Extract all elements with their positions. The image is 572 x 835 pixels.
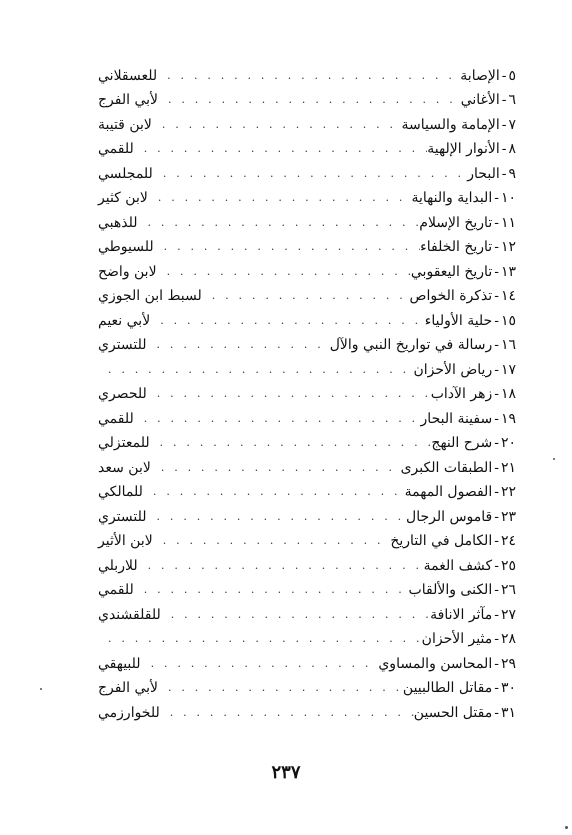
dot-leader	[98, 633, 422, 648]
entry-author: للقمي	[98, 141, 134, 157]
entry-number: ١٦	[500, 337, 516, 353]
reference-entry	[98, 281, 516, 306]
dot-leader	[147, 339, 330, 354]
entry-title: الإمامة والسياسة	[401, 116, 500, 133]
reference-entry	[98, 60, 516, 85]
entry-author: للعسقلاني	[98, 67, 158, 84]
dot-leader	[157, 266, 411, 281]
entry-dash: -	[494, 312, 499, 329]
reference-entry	[98, 648, 516, 673]
entry-dash: -	[494, 410, 499, 427]
entry-author: للسيوطي	[98, 239, 154, 255]
entry-dash: -	[494, 704, 499, 721]
entry-title: الكامل في التاريخ	[390, 533, 493, 549]
entry-dash: -	[494, 680, 499, 696]
entry-title: شرح النهج	[431, 435, 493, 451]
entry-title: تاريخ اليعقوبي	[410, 263, 493, 280]
entry-dash: -	[494, 606, 499, 623]
entry-author: لأبي الفرج	[98, 680, 158, 696]
entry-number: ٣٠	[500, 680, 516, 696]
entry-number: ١٧	[500, 361, 516, 378]
dot-leader	[147, 388, 431, 403]
entry-title: الأنوار الإلهية	[427, 141, 500, 157]
entry-author: لأبي الفرج	[98, 92, 158, 108]
reference-entry	[98, 673, 516, 698]
entry-author: لأبي نعيم	[98, 312, 151, 329]
reference-entry	[98, 134, 516, 159]
entry-title: مآثر الانافة	[430, 606, 493, 623]
entry-number: ٢٣	[500, 508, 516, 525]
dot-leader	[202, 290, 410, 305]
reference-entry	[98, 232, 516, 257]
entry-dash: -	[501, 116, 507, 133]
entry-title: الفصول المهمة	[404, 484, 493, 500]
dot-leader	[134, 413, 421, 428]
scan-speck	[565, 826, 568, 829]
entry-number: ٢٨	[500, 631, 516, 647]
entry-dash: -	[494, 582, 499, 598]
dot-leader	[138, 560, 424, 575]
entry-title: مثير الأحزان	[421, 631, 493, 647]
reference-entry	[98, 207, 516, 232]
reference-entry	[98, 158, 516, 183]
entry-number: ٢٠	[500, 435, 516, 451]
dot-leader	[157, 70, 460, 85]
dot-leader	[150, 437, 432, 452]
entry-number: ٦	[508, 92, 516, 108]
entry-number: ١٥	[500, 312, 516, 329]
dot-leader	[153, 168, 467, 183]
entry-title: تاريخ الإسلام	[419, 214, 493, 231]
entry-author: للاربلي	[98, 557, 138, 574]
entry-number: ٢٤	[500, 533, 516, 549]
entry-title: البحار	[467, 165, 500, 182]
entry-dash: -	[501, 165, 507, 182]
reference-entry	[98, 379, 516, 404]
entry-dash: -	[494, 435, 499, 451]
entry-title: رسالة في تواريخ النبي والآل	[329, 337, 493, 353]
dot-leader	[150, 315, 425, 330]
entry-number: ٢٢	[500, 484, 516, 500]
entry-author: للقمي	[98, 410, 134, 427]
entry-number: ٩	[508, 165, 516, 182]
entry-title: زهر الآداب	[430, 386, 493, 402]
entry-number: ١٩	[500, 410, 516, 427]
references-list	[98, 60, 516, 722]
dot-leader	[134, 584, 409, 599]
entry-dash: -	[494, 239, 499, 255]
entry-title: المحاسن والمساوي	[378, 655, 493, 672]
entry-author: لابن سعد	[98, 459, 151, 476]
entry-number: ٨	[508, 141, 516, 157]
entry-title: مقاتل الطالبيين	[402, 680, 493, 696]
entry-dash: -	[494, 361, 499, 378]
entry-author: للتستري	[98, 337, 147, 353]
entry-number: ١٣	[500, 263, 516, 280]
entry-author: لابن واضح	[98, 263, 157, 280]
dot-leader	[154, 241, 420, 256]
entry-title: الطبقات الكبرى	[400, 459, 493, 476]
entry-number: ١٢	[500, 239, 516, 255]
entry-dash: -	[494, 459, 499, 476]
entry-number: ٢٥	[500, 557, 516, 574]
reference-entry	[98, 550, 516, 575]
entry-author: للمجلسي	[98, 165, 153, 182]
reference-entry	[98, 526, 516, 551]
entry-number: ٣١	[500, 704, 516, 721]
entry-number: ٧	[508, 116, 516, 133]
entry-dash: -	[494, 655, 499, 672]
reference-entry	[98, 697, 516, 722]
entry-author: لابن كثير	[98, 190, 148, 206]
scan-speck	[40, 688, 42, 690]
entry-title: سفينة البحار	[420, 410, 493, 427]
entry-dash: -	[501, 67, 507, 84]
reference-entry	[98, 403, 516, 428]
dot-leader	[158, 682, 403, 697]
reference-entry	[98, 501, 516, 526]
entry-number: ١٠	[500, 190, 516, 206]
dot-leader	[134, 143, 428, 158]
entry-number: ٢٧	[500, 606, 516, 623]
entry-dash: -	[494, 557, 499, 574]
entry-number: ٢٩	[500, 655, 516, 672]
entry-dash: -	[494, 337, 499, 353]
entry-number: ٢٦	[500, 582, 516, 598]
entry-author: للمالكي	[98, 484, 143, 500]
entry-title: رياض الأحزان	[413, 361, 493, 378]
entry-author: للمعتزلي	[98, 435, 150, 451]
reference-entry	[98, 599, 516, 624]
reference-entry	[98, 354, 516, 379]
entry-author: للقلقشندي	[98, 606, 161, 623]
dot-leader	[98, 364, 413, 379]
entry-title: الإصابة	[460, 67, 500, 84]
entry-title: قاموس الرجال	[406, 508, 493, 525]
entry-dash: -	[494, 508, 499, 525]
entry-dash: -	[494, 263, 499, 280]
reference-entry	[98, 256, 516, 281]
dot-leader	[152, 119, 402, 134]
entry-author: لسبط ابن الجوزي	[98, 288, 202, 304]
reference-entry	[98, 477, 516, 502]
entry-author: لابن قتيبة	[98, 116, 152, 133]
dot-leader	[138, 217, 420, 232]
entry-number: ١١	[500, 214, 516, 231]
entry-dash: -	[494, 214, 499, 231]
dot-leader	[153, 535, 391, 550]
entry-dash: -	[501, 141, 507, 157]
entry-number: ٢١	[500, 459, 516, 476]
entry-title: الأغاني	[460, 92, 500, 108]
entry-author: للحصري	[98, 386, 147, 402]
entry-dash: -	[494, 190, 499, 206]
entry-author: للذهبي	[98, 214, 138, 231]
reference-entry	[98, 428, 516, 453]
reference-entry	[98, 305, 516, 330]
entry-number: ١٨	[500, 386, 516, 402]
dot-leader	[161, 609, 430, 624]
entry-author: لابن الأثير	[98, 533, 153, 549]
dot-leader	[141, 658, 379, 673]
entry-title: حلية الأولياء	[424, 312, 493, 329]
entry-title: تاريخ الخلفاء	[420, 239, 493, 255]
dot-leader	[143, 486, 405, 501]
entry-author: للخوارزمي	[98, 704, 160, 721]
entry-author: للقمي	[98, 582, 134, 598]
page-number: ٢٣٧	[271, 762, 301, 783]
dot-leader	[160, 707, 414, 722]
entry-dash: -	[494, 386, 499, 402]
entry-dash: -	[494, 484, 499, 500]
entry-title: البداية والنهاية	[411, 190, 493, 206]
entry-title: مقتل الحسين	[413, 704, 493, 721]
reference-entry	[98, 85, 516, 110]
reference-entry	[98, 452, 516, 477]
reference-entry	[98, 183, 516, 208]
entry-author: للبيهقي	[98, 655, 141, 672]
entry-title: كشف الغمة	[423, 557, 493, 574]
reference-entry	[98, 624, 516, 649]
dot-leader	[151, 462, 401, 477]
scan-speck	[553, 458, 555, 460]
dot-leader	[147, 511, 406, 526]
entry-title: تذكرة الخواص	[409, 288, 493, 304]
dot-leader	[148, 192, 412, 207]
entry-dash: -	[494, 533, 499, 549]
entry-title: الكنى والألقاب	[408, 582, 493, 598]
reference-entry	[98, 109, 516, 134]
entry-author: للتستري	[98, 508, 147, 525]
entry-dash: -	[494, 288, 499, 304]
entry-number: ٥	[508, 67, 516, 84]
entry-dash: -	[494, 631, 499, 647]
entry-dash: -	[501, 92, 507, 108]
reference-entry	[98, 575, 516, 600]
reference-entry	[98, 330, 516, 355]
dot-leader	[158, 94, 461, 109]
entry-number: ١٤	[500, 288, 516, 304]
